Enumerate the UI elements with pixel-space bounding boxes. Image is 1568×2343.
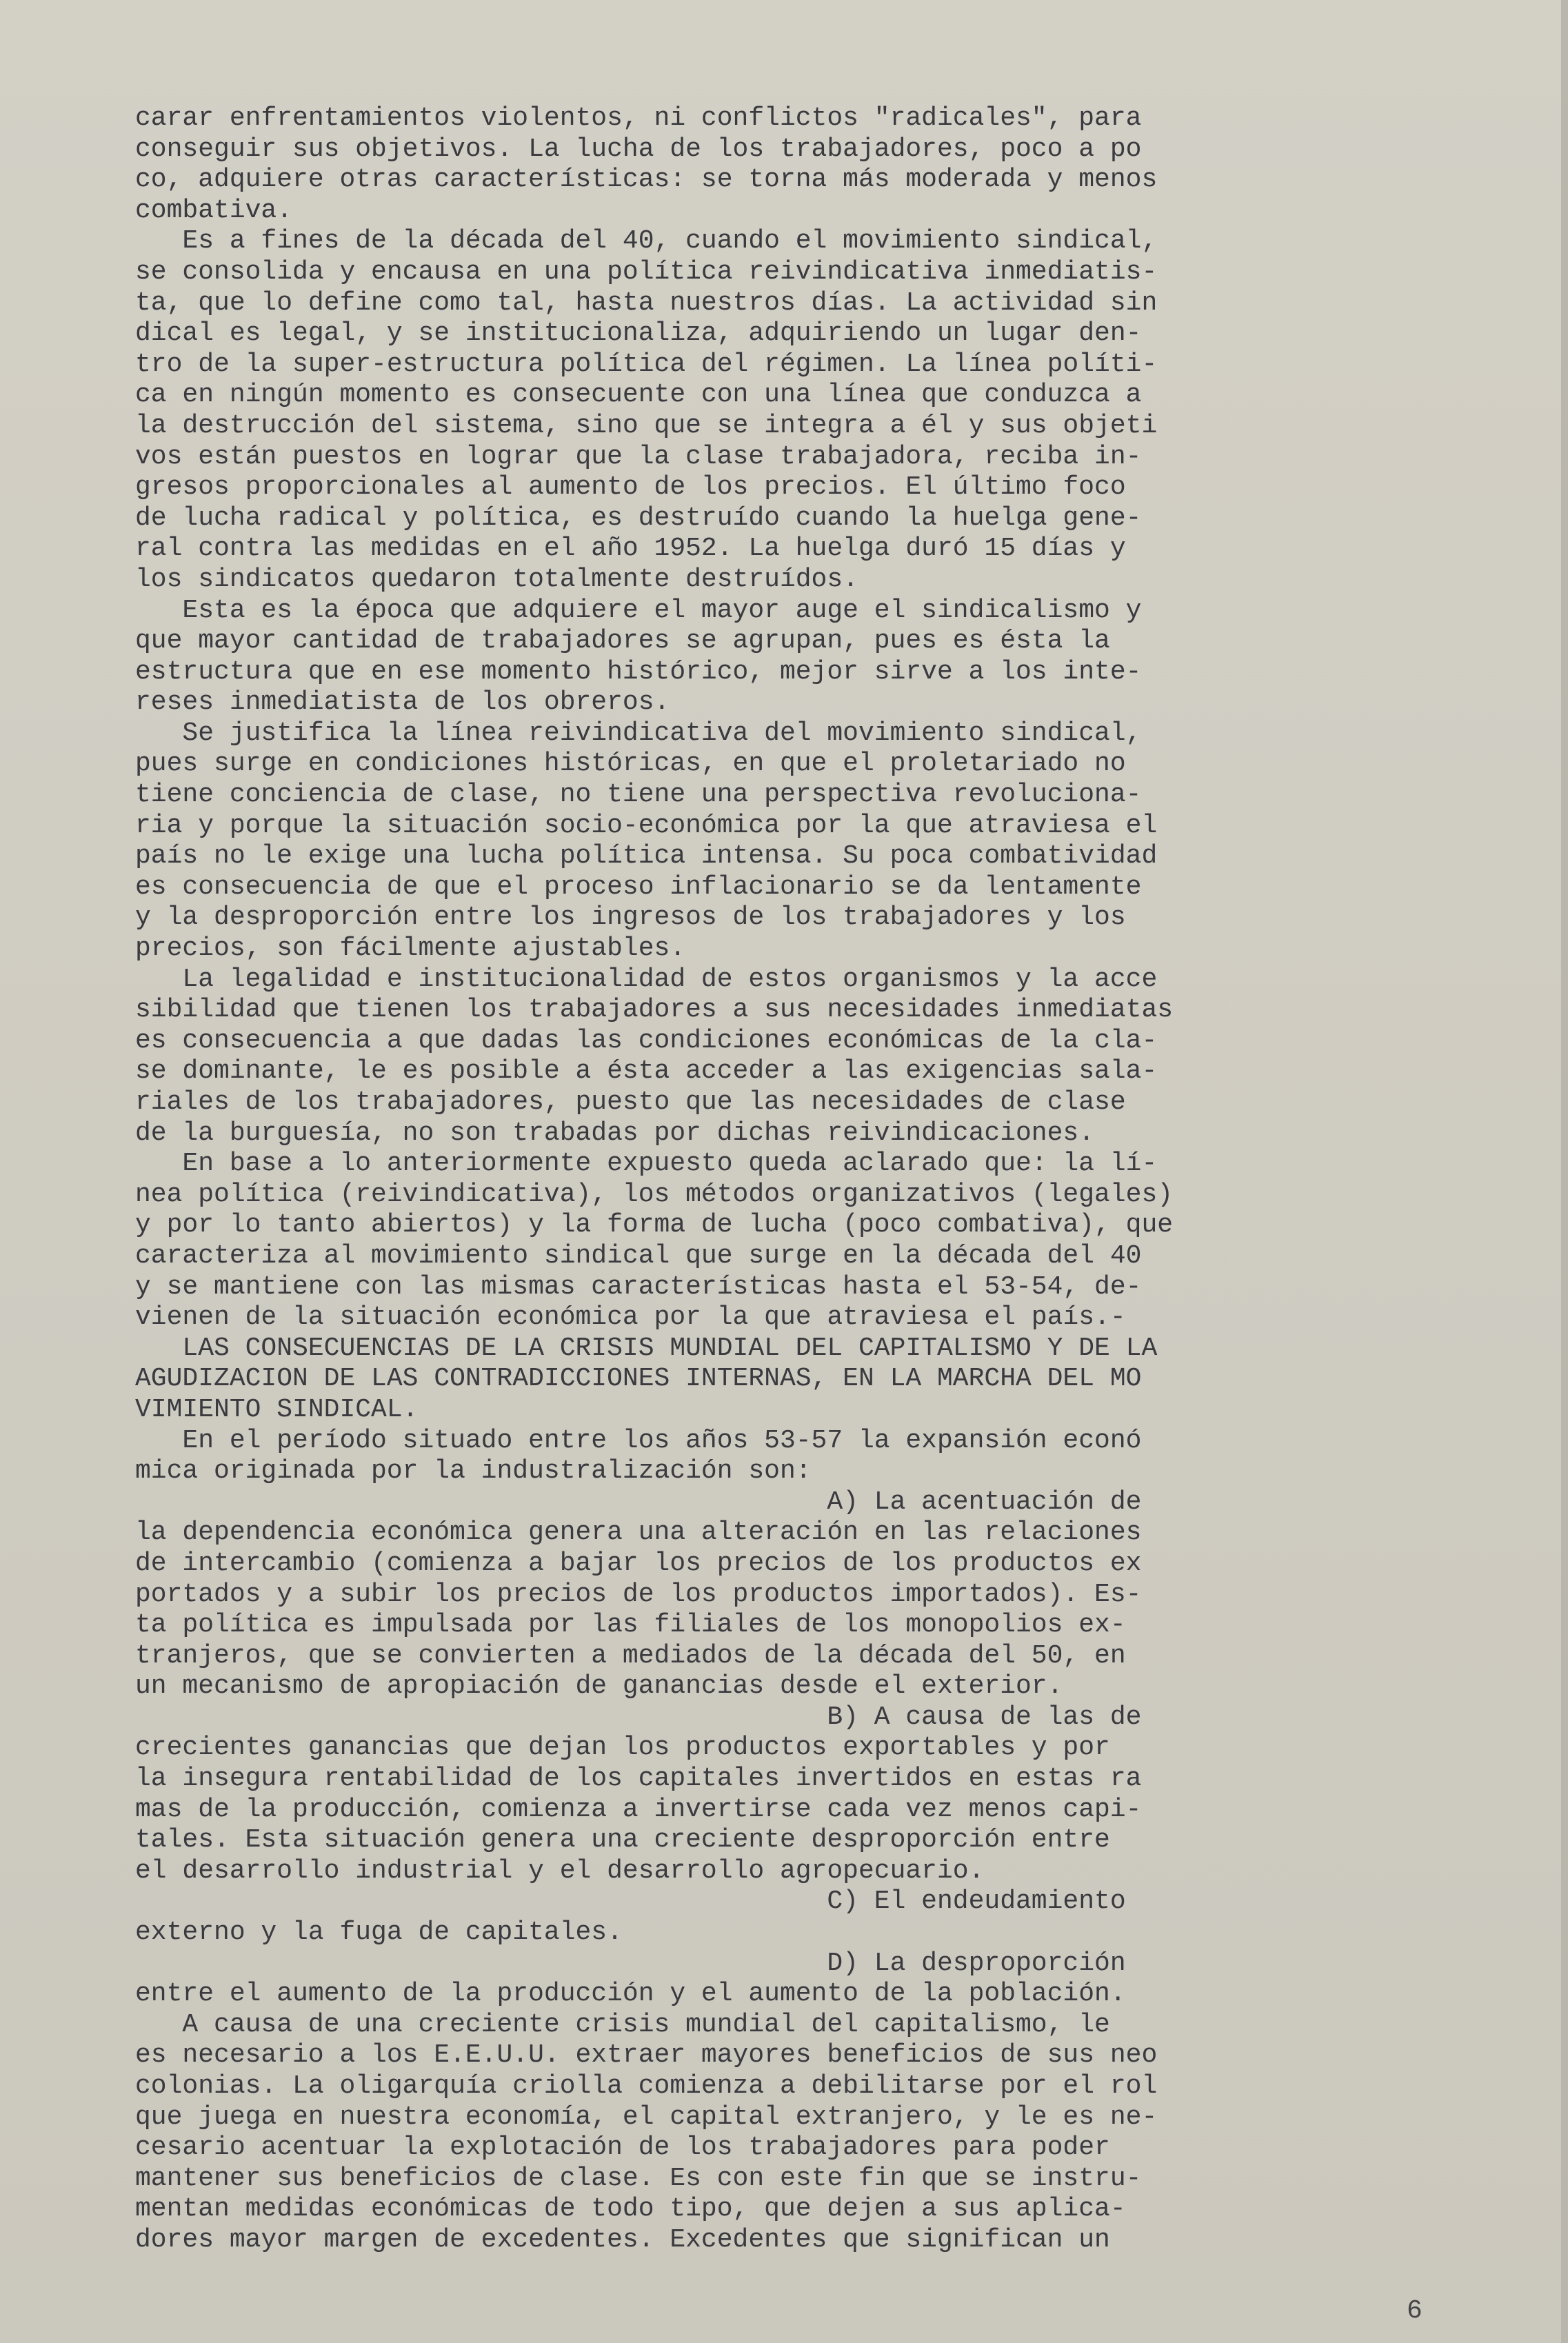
text-line: ta política es impulsada por las filiales de los monopolios ex- bbox=[135, 1610, 1126, 1640]
text-line: tro de la super-estructura política del régimen. La línea políti- bbox=[135, 349, 1158, 379]
text-line: de lucha radical y política, es destruído cuando la huelga gene- bbox=[135, 503, 1142, 533]
text-line: el desarrollo industrial y el desarrollo agropecuario. bbox=[135, 1856, 985, 1886]
text-line: D) La desproporción bbox=[135, 1948, 1126, 1978]
text-line: VIMIENTO SINDICAL. bbox=[135, 1394, 419, 1425]
text-line: En el período situado entre los años 53-57 la expansión econó bbox=[135, 1425, 1142, 1456]
text-line: nea política (reivindicativa), los métodos organizativos (legales) bbox=[135, 1179, 1174, 1209]
text-line: ral contra las medidas en el año 1952. La huelga duró 15 días y bbox=[135, 534, 1126, 564]
text-line: que juega en nuestra economía, el capital extranjero, y le es ne- bbox=[135, 2102, 1158, 2132]
text-line: ta, que lo define como tal, hasta nuestros días. La actividad sin bbox=[135, 288, 1158, 318]
text-line: cesario acentuar la explotación de los trabajadores para poder bbox=[135, 2133, 1110, 2163]
text-line: vos están puestos en lograr que la clase trabajadora, reciba in- bbox=[135, 441, 1142, 472]
text-line: vienen de la situación económica por la que atraviesa el país.- bbox=[135, 1303, 1126, 1333]
text-line: tranjeros, que se convierten a mediados de la década del 50, en bbox=[135, 1640, 1126, 1671]
text-line: pues surge en condiciones históricas, en que el proletariado no bbox=[135, 749, 1126, 779]
text-line: crecientes ganancias que dejan los productos exportables y por bbox=[135, 1733, 1110, 1763]
text-line: C) El endeudamiento bbox=[135, 1887, 1126, 1917]
text-line: A causa de una creciente crisis mundial del capitalismo, le bbox=[135, 2009, 1110, 2040]
text-line: tales. Esta situación genera una creciente desproporción entre bbox=[135, 1825, 1110, 1856]
text-line: de intercambio (comienza a bajar los precios de los productos ex bbox=[135, 1548, 1142, 1578]
text-line: mica originada por la industralización son: bbox=[135, 1456, 812, 1487]
text-line: carar enfrentamientos violentos, ni conflictos "radicales", para bbox=[135, 103, 1142, 133]
text-line: se dominante, le es posible a ésta acceder a las exigencias sala- bbox=[135, 1056, 1158, 1087]
text-line: mentan medidas económicas de todo tipo, que dejen a sus aplica- bbox=[135, 2194, 1126, 2224]
text-line: externo y la fuga de capitales. bbox=[135, 1918, 623, 1948]
text-line: AGUDIZACION DE LAS CONTRADICCIONES INTERNAS, EN LA MARCHA DEL MO bbox=[135, 1364, 1142, 1394]
page-number: 6 bbox=[1407, 2296, 1423, 2326]
text-line: país no le exige una lucha política intensa. Su poca combatividad bbox=[135, 841, 1158, 872]
text-line: ca en ningún momento es consecuente con una línea que conduzca a bbox=[135, 380, 1142, 410]
text-line: mantener sus beneficios de clase. Es con este fin que se instru- bbox=[135, 2163, 1142, 2193]
page-edge bbox=[1561, 0, 1568, 2343]
text-line: dical es legal, y se institucionaliza, adquiriendo un lugar den- bbox=[135, 319, 1142, 349]
text-line: colonias. La oligarquía criolla comienza a debilitarse por el rol bbox=[135, 2071, 1158, 2101]
text-line: y la desproporción entre los ingresos de los trabajadores y los bbox=[135, 903, 1126, 933]
text-line: reses inmediatista de los obreros. bbox=[135, 687, 670, 718]
text-line: la dependencia económica genera una alteración en las relaciones bbox=[135, 1518, 1142, 1548]
text-line: es necesario a los E.E.U.U. extraer mayores beneficios de sus neo bbox=[135, 2040, 1158, 2071]
text-line: sibilidad que tienen los trabajadores a sus necesidades inmediatas bbox=[135, 995, 1174, 1025]
text-line: gresos proporcionales al aumento de los precios. El último foco bbox=[135, 472, 1126, 503]
text-line: es consecuencia a que dadas las condiciones económicas de la cla- bbox=[135, 1025, 1158, 1056]
text-line: Se justifica la línea reivindicativa del movimiento sindical, bbox=[135, 718, 1142, 748]
text-line: Es a fines de la década del 40, cuando el movimiento sindical, bbox=[135, 226, 1158, 257]
text-line: En base a lo anteriormente expuesto queda aclarado que: la lí- bbox=[135, 1149, 1158, 1179]
text-line: portados y a subir los precios de los productos importados). Es- bbox=[135, 1579, 1142, 1609]
text-line: estructura que en ese momento histórico, mejor sirve a los inte- bbox=[135, 656, 1142, 687]
text-line: y se mantiene con las mismas características hasta el 53-54, de- bbox=[135, 1271, 1142, 1302]
text-line: que mayor cantidad de trabajadores se agrupan, pues es ésta la bbox=[135, 626, 1110, 656]
text-line: caracteriza al movimiento sindical que surge en la década del 40 bbox=[135, 1240, 1142, 1271]
text-line: ria y porque la situación socio-económica por la que atraviesa el bbox=[135, 810, 1158, 841]
text-line: LAS CONSECUENCIAS DE LA CRISIS MUNDIAL DEL CAPITALISMO Y DE LA bbox=[135, 1333, 1158, 1363]
text-line: conseguir sus objetivos. La lucha de los trabajadores, poco a po bbox=[135, 134, 1142, 164]
text-line: de la burguesía, no son trabadas por dichas reivindicaciones. bbox=[135, 1118, 1095, 1148]
typewritten-body bbox=[135, 103, 1459, 2256]
text-line: La legalidad e institucionalidad de estos organismos y la acce bbox=[135, 964, 1158, 994]
text-line: los sindicatos quedaron totalmente destruídos. bbox=[135, 564, 858, 594]
text-line: entre el aumento de la producción y el aumento de la población. bbox=[135, 1979, 1126, 2009]
text-line: combativa. bbox=[135, 195, 293, 225]
text-line: precios, son fácilmente ajustables. bbox=[135, 934, 686, 964]
text-line: un mecanismo de apropiación de ganancias desde el exterior. bbox=[135, 1671, 1063, 1702]
text-line: A) La acentuación de bbox=[135, 1487, 1142, 1517]
text-line: es consecuencia de que el proceso inflacionario se da lentamente bbox=[135, 872, 1142, 902]
text-line: dores mayor margen de excedentes. Excedentes que significan un bbox=[135, 2224, 1110, 2255]
text-line: riales de los trabajadores, puesto que las necesidades de clase bbox=[135, 1087, 1126, 1117]
text-line: la destrucción del sistema, sino que se integra a él y sus objeti bbox=[135, 410, 1158, 441]
text-line: mas de la producción, comienza a invertirse cada vez menos capi- bbox=[135, 1794, 1142, 1824]
text-line: se consolida y encausa en una política reivindicativa inmediatis- bbox=[135, 257, 1158, 287]
text-line: Esta es la época que adquiere el mayor auge el sindicalismo y bbox=[135, 595, 1142, 625]
text-line: tiene conciencia de clase, no tiene una perspectiva revoluciona- bbox=[135, 780, 1142, 810]
text-line: y por lo tanto abiertos) y la forma de lucha (poco combativa), que bbox=[135, 1210, 1174, 1240]
text-line: la insegura rentabilidad de los capitales invertidos en estas ra bbox=[135, 1764, 1142, 1794]
text-line: co, adquiere otras características: se torna más moderada y menos bbox=[135, 165, 1158, 195]
text-line: B) A causa de las de bbox=[135, 1702, 1142, 1732]
